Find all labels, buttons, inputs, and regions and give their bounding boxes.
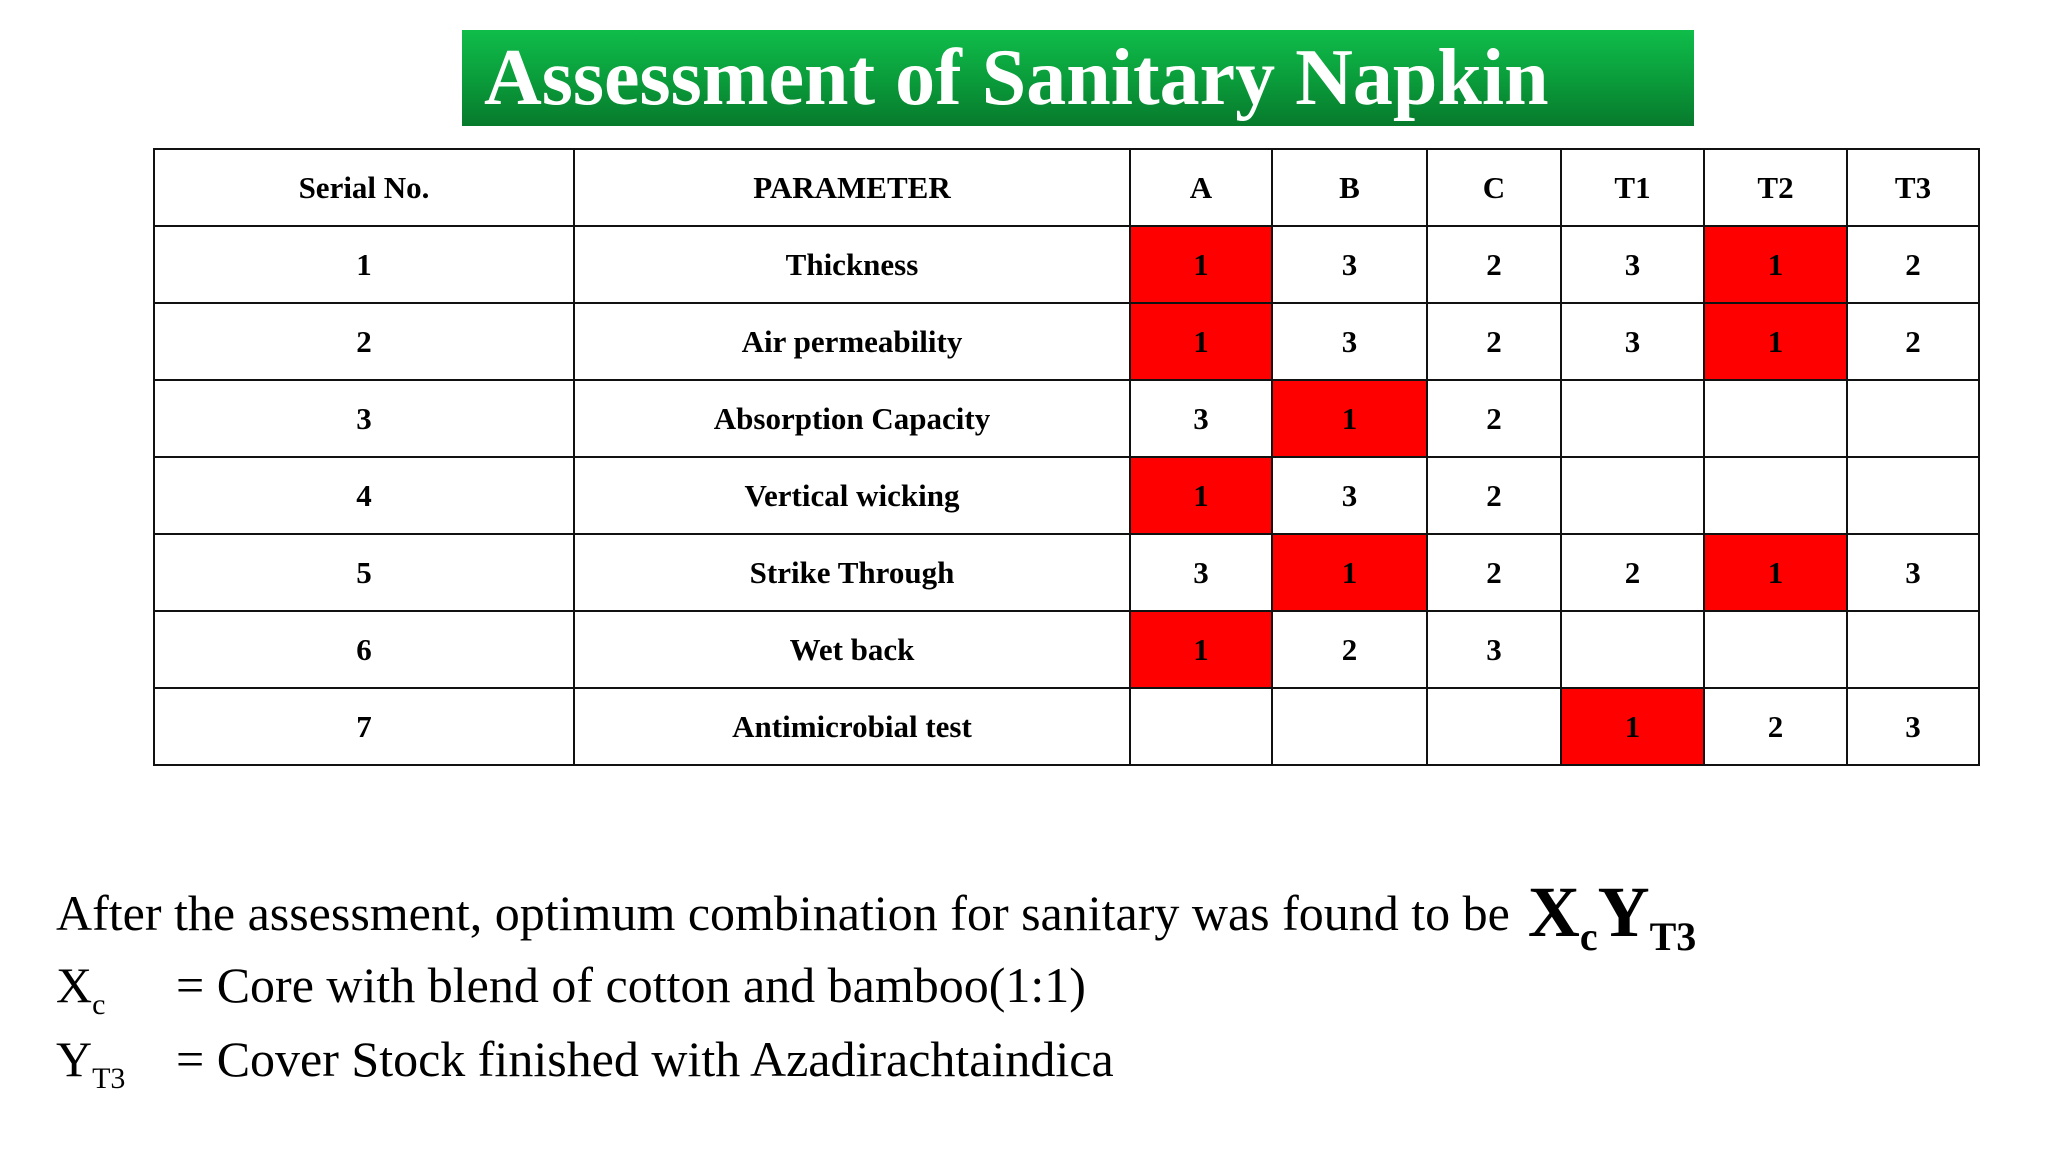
- cell-c: 2: [1427, 226, 1561, 303]
- cell-t2: [1704, 457, 1847, 534]
- header-parameter: PARAMETER: [574, 149, 1130, 226]
- cell-t3: [1847, 611, 1979, 688]
- cell-serial-no: 5: [154, 534, 574, 611]
- definition-text: = Core with blend of cotton and bamboo(1:1): [176, 957, 1086, 1013]
- cell-t1: 2: [1561, 534, 1704, 611]
- cell-serial-no: 3: [154, 380, 574, 457]
- header-t1: T1: [1561, 149, 1704, 226]
- table-row: [154, 457, 1979, 534]
- table-row: [154, 688, 1979, 765]
- cell-c: 2: [1427, 457, 1561, 534]
- cell-b: 3: [1272, 226, 1427, 303]
- conclusion-text: After the assessment, optimum combination for sanitary was found to be: [56, 885, 1510, 941]
- table-row: [154, 611, 1979, 688]
- page-title: Assessment of Sanitary Napkin: [484, 34, 1549, 122]
- cell-t2: 1: [1704, 534, 1847, 611]
- header-a: A: [1130, 149, 1272, 226]
- header-serial-no: Serial No.: [154, 149, 574, 226]
- definition-symbol: [56, 1031, 176, 1095]
- title-banner: [462, 30, 1694, 126]
- cell-parameter: Vertical wicking: [574, 457, 1130, 534]
- cell-t1: [1561, 380, 1704, 457]
- cell-a: 1: [1130, 303, 1272, 380]
- table-row: [154, 226, 1979, 303]
- cell-t2: 2: [1704, 688, 1847, 765]
- table-row: [154, 303, 1979, 380]
- definition-symbol-sub: T3: [92, 1062, 126, 1095]
- header-c: C: [1427, 149, 1561, 226]
- cell-b: [1272, 688, 1427, 765]
- table-row: [154, 534, 1979, 611]
- definition-symbol: [56, 957, 176, 1021]
- optimum-combination: [1527, 872, 1697, 959]
- cell-parameter: Thickness: [574, 226, 1130, 303]
- cell-t1: [1561, 611, 1704, 688]
- cell-serial-no: 4: [154, 457, 574, 534]
- cell-a: 1: [1130, 226, 1272, 303]
- cell-serial-no: 6: [154, 611, 574, 688]
- table-row: [154, 380, 1979, 457]
- conclusion-line: [56, 872, 1697, 959]
- header-t2: T2: [1704, 149, 1847, 226]
- definition-yt3: [56, 1031, 1114, 1095]
- cell-parameter: Absorption Capacity: [574, 380, 1130, 457]
- cell-a: 3: [1130, 380, 1272, 457]
- assessment-table: [153, 148, 1980, 766]
- cell-c: [1427, 688, 1561, 765]
- cell-a: 1: [1130, 611, 1272, 688]
- cell-t2: 1: [1704, 303, 1847, 380]
- cell-t2: 1: [1704, 226, 1847, 303]
- cell-t3: [1847, 380, 1979, 457]
- cell-t1: [1561, 457, 1704, 534]
- cell-t1: 1: [1561, 688, 1704, 765]
- cell-a: 1: [1130, 457, 1272, 534]
- cell-t1: 3: [1561, 303, 1704, 380]
- definition-symbol-letter: X: [56, 957, 93, 1013]
- cell-serial-no: 1: [154, 226, 574, 303]
- cell-a: 3: [1130, 534, 1272, 611]
- cell-a: [1130, 688, 1272, 765]
- cell-t3: 2: [1847, 303, 1979, 380]
- definition-xc: [56, 957, 1086, 1021]
- cell-serial-no: 7: [154, 688, 574, 765]
- cell-b: 3: [1272, 303, 1427, 380]
- combo-y-sub: T3: [1649, 914, 1697, 959]
- cell-t2: [1704, 611, 1847, 688]
- cell-c: 3: [1427, 611, 1561, 688]
- combo-x: X: [1527, 872, 1580, 952]
- cell-parameter: Wet back: [574, 611, 1130, 688]
- definition-symbol-letter: Y: [56, 1031, 93, 1087]
- header-b: B: [1272, 149, 1427, 226]
- table-header-row: [154, 149, 1979, 226]
- cell-t3: 2: [1847, 226, 1979, 303]
- cell-parameter: Air permeability: [574, 303, 1130, 380]
- cell-t3: [1847, 457, 1979, 534]
- combo-x-sub: c: [1579, 914, 1598, 959]
- cell-b: 1: [1272, 380, 1427, 457]
- definition-text: = Cover Stock finished with Azadirachtaindica: [176, 1031, 1114, 1087]
- cell-b: 1: [1272, 534, 1427, 611]
- cell-b: 3: [1272, 457, 1427, 534]
- definition-symbol-sub: c: [92, 988, 106, 1021]
- combo-y: Y: [1597, 872, 1650, 952]
- cell-c: 2: [1427, 380, 1561, 457]
- cell-serial-no: 2: [154, 303, 574, 380]
- cell-t3: 3: [1847, 688, 1979, 765]
- cell-t1: 3: [1561, 226, 1704, 303]
- cell-t3: 3: [1847, 534, 1979, 611]
- cell-b: 2: [1272, 611, 1427, 688]
- cell-parameter: Antimicrobial test: [574, 688, 1130, 765]
- table-body: [154, 226, 1979, 765]
- cell-c: 2: [1427, 534, 1561, 611]
- cell-c: 2: [1427, 303, 1561, 380]
- header-t3: T3: [1847, 149, 1979, 226]
- cell-t2: [1704, 380, 1847, 457]
- cell-parameter: Strike Through: [574, 534, 1130, 611]
